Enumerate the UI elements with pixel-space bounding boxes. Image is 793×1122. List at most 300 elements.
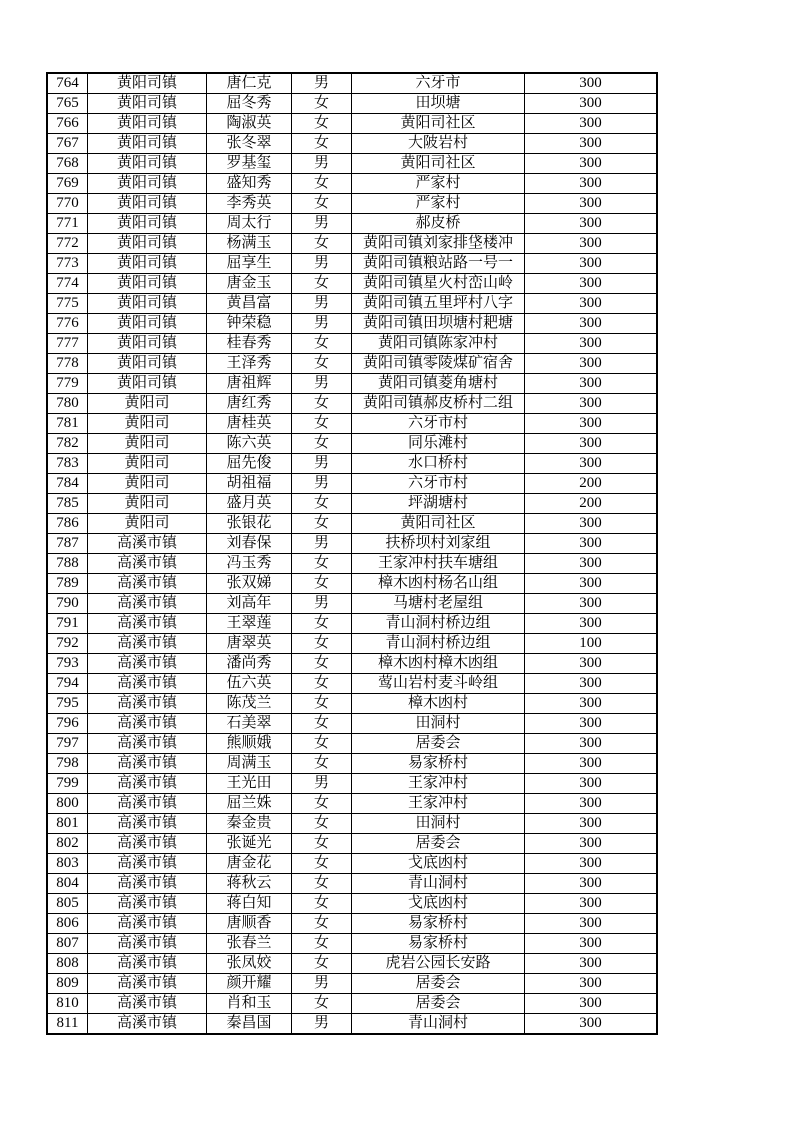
- cell-amount: 300: [525, 734, 658, 754]
- cell-amount: 300: [525, 234, 658, 254]
- cell-person-name: 陈茂兰: [207, 694, 292, 714]
- cell-person-name: 陶淑英: [207, 114, 292, 134]
- cell-town: 高溪市镇: [88, 774, 207, 794]
- cell-gender: 女: [292, 394, 352, 414]
- cell-address: 黄阳司社区: [352, 154, 525, 174]
- cell-town: 高溪市镇: [88, 554, 207, 574]
- cell-person-name: 盛知秀: [207, 174, 292, 194]
- cell-person-name: 张双娣: [207, 574, 292, 594]
- cell-row-number: 785: [47, 494, 88, 514]
- cell-row-number: 780: [47, 394, 88, 414]
- cell-amount: 300: [525, 654, 658, 674]
- cell-gender: 女: [292, 494, 352, 514]
- cell-person-name: 蒋秋云: [207, 874, 292, 894]
- cell-row-number: 804: [47, 874, 88, 894]
- cell-amount: 300: [525, 814, 658, 834]
- cell-amount: 300: [525, 994, 658, 1014]
- cell-address: 居委会: [352, 994, 525, 1014]
- cell-gender: 女: [292, 834, 352, 854]
- table-row: [47, 974, 657, 994]
- cell-address: 易家桥村: [352, 914, 525, 934]
- cell-person-name: 唐金花: [207, 854, 292, 874]
- cell-gender: 男: [292, 294, 352, 314]
- cell-town: 黄阳司镇: [88, 134, 207, 154]
- cell-row-number: 786: [47, 514, 88, 534]
- cell-person-name: 张银花: [207, 514, 292, 534]
- cell-gender: 女: [292, 814, 352, 834]
- cell-town: 黄阳司: [88, 394, 207, 414]
- cell-gender: 男: [292, 73, 352, 94]
- table-row: [47, 154, 657, 174]
- cell-town: 高溪市镇: [88, 614, 207, 634]
- cell-address: 同乐滩村: [352, 434, 525, 454]
- cell-row-number: 799: [47, 774, 88, 794]
- cell-person-name: 唐祖辉: [207, 374, 292, 394]
- cell-gender: 女: [292, 854, 352, 874]
- cell-town: 黄阳司: [88, 474, 207, 494]
- cell-town: 黄阳司镇: [88, 254, 207, 274]
- cell-gender: 女: [292, 234, 352, 254]
- cell-gender: 女: [292, 754, 352, 774]
- table-row: [47, 454, 657, 474]
- cell-amount: 300: [525, 614, 658, 634]
- cell-person-name: 张冬翠: [207, 134, 292, 154]
- cell-gender: 女: [292, 694, 352, 714]
- cell-person-name: 李秀英: [207, 194, 292, 214]
- table-row: [47, 334, 657, 354]
- cell-town: 黄阳司: [88, 494, 207, 514]
- cell-town: 黄阳司镇: [88, 214, 207, 234]
- cell-address: 戈底凼村: [352, 894, 525, 914]
- cell-row-number: 795: [47, 694, 88, 714]
- table-row: [47, 134, 657, 154]
- cell-person-name: 冯玉秀: [207, 554, 292, 574]
- cell-town: 高溪市镇: [88, 754, 207, 774]
- cell-address: 樟木凼村樟木凼组: [352, 654, 525, 674]
- cell-amount: 300: [525, 94, 658, 114]
- cell-amount: 300: [525, 154, 658, 174]
- cell-address: 大陂岩村: [352, 134, 525, 154]
- cell-row-number: 797: [47, 734, 88, 754]
- cell-address: 郝皮桥: [352, 214, 525, 234]
- cell-amount: 300: [525, 174, 658, 194]
- cell-gender: 女: [292, 334, 352, 354]
- cell-address: 严家村: [352, 174, 525, 194]
- cell-address: 居委会: [352, 974, 525, 994]
- cell-town: 高溪市镇: [88, 914, 207, 934]
- cell-address: 黄阳司镇陈家冲村: [352, 334, 525, 354]
- cell-row-number: 792: [47, 634, 88, 654]
- cell-row-number: 774: [47, 274, 88, 294]
- cell-row-number: 811: [47, 1014, 88, 1035]
- cell-gender: 女: [292, 654, 352, 674]
- cell-amount: 300: [525, 114, 658, 134]
- cell-gender: 女: [292, 934, 352, 954]
- cell-address: 田洞村: [352, 714, 525, 734]
- cell-gender: 男: [292, 594, 352, 614]
- cell-town: 黄阳司镇: [88, 194, 207, 214]
- table-row: [47, 374, 657, 394]
- cell-person-name: 屈先俊: [207, 454, 292, 474]
- cell-row-number: 788: [47, 554, 88, 574]
- cell-row-number: 781: [47, 414, 88, 434]
- cell-person-name: 唐翠英: [207, 634, 292, 654]
- table-row: [47, 414, 657, 434]
- cell-gender: 男: [292, 454, 352, 474]
- table-row: [47, 274, 657, 294]
- cell-town: 高溪市镇: [88, 954, 207, 974]
- cell-address: 黄阳司社区: [352, 114, 525, 134]
- cell-amount: 300: [525, 73, 658, 94]
- records-table: [46, 72, 658, 1035]
- cell-gender: 女: [292, 714, 352, 734]
- cell-address: 黄阳司镇郝皮桥村二组: [352, 394, 525, 414]
- cell-row-number: 791: [47, 614, 88, 634]
- table-row: [47, 954, 657, 974]
- cell-town: 黄阳司镇: [88, 294, 207, 314]
- table-row: [47, 914, 657, 934]
- cell-person-name: 蒋白知: [207, 894, 292, 914]
- cell-town: 高溪市镇: [88, 694, 207, 714]
- cell-amount: 300: [525, 874, 658, 894]
- cell-person-name: 唐金玉: [207, 274, 292, 294]
- cell-row-number: 770: [47, 194, 88, 214]
- cell-town: 黄阳司镇: [88, 234, 207, 254]
- cell-person-name: 伍六英: [207, 674, 292, 694]
- cell-person-name: 刘高年: [207, 594, 292, 614]
- cell-town: 黄阳司镇: [88, 274, 207, 294]
- cell-person-name: 张春兰: [207, 934, 292, 954]
- cell-amount: 300: [525, 594, 658, 614]
- cell-address: 黄阳司社区: [352, 514, 525, 534]
- table-row: [47, 234, 657, 254]
- cell-town: 高溪市镇: [88, 814, 207, 834]
- cell-town: 黄阳司镇: [88, 94, 207, 114]
- cell-amount: 300: [525, 914, 658, 934]
- cell-gender: 男: [292, 1014, 352, 1035]
- cell-address: 黄阳司镇刘家排垡楼冲: [352, 234, 525, 254]
- cell-row-number: 789: [47, 574, 88, 594]
- cell-town: 高溪市镇: [88, 594, 207, 614]
- table-row: [47, 254, 657, 274]
- cell-row-number: 773: [47, 254, 88, 274]
- cell-person-name: 盛月英: [207, 494, 292, 514]
- cell-town: 高溪市镇: [88, 714, 207, 734]
- cell-gender: 女: [292, 914, 352, 934]
- cell-town: 高溪市镇: [88, 574, 207, 594]
- cell-amount: 300: [525, 454, 658, 474]
- cell-town: 黄阳司: [88, 454, 207, 474]
- cell-town: 黄阳司镇: [88, 154, 207, 174]
- cell-town: 黄阳司镇: [88, 334, 207, 354]
- cell-address: 青山洞村桥边组: [352, 634, 525, 654]
- cell-address: 王家冲村: [352, 774, 525, 794]
- cell-address: 黄阳司镇五里坪村八字: [352, 294, 525, 314]
- cell-address: 六牙市村: [352, 474, 525, 494]
- cell-address: 青山洞村: [352, 1014, 525, 1035]
- table-row: [47, 594, 657, 614]
- table-row: [47, 114, 657, 134]
- cell-address: 王家冲村扶车塘组: [352, 554, 525, 574]
- cell-gender: 女: [292, 874, 352, 894]
- cell-person-name: 胡祖福: [207, 474, 292, 494]
- cell-gender: 女: [292, 634, 352, 654]
- cell-person-name: 唐红秀: [207, 394, 292, 414]
- table-row: [47, 94, 657, 114]
- cell-gender: 男: [292, 154, 352, 174]
- cell-amount: 300: [525, 794, 658, 814]
- cell-address: 黄阳司镇星火村峦山岭: [352, 274, 525, 294]
- cell-address: 樟木凼村: [352, 694, 525, 714]
- cell-town: 高溪市镇: [88, 974, 207, 994]
- cell-address: 居委会: [352, 734, 525, 754]
- cell-amount: 300: [525, 574, 658, 594]
- cell-amount: 300: [525, 414, 658, 434]
- cell-address: 严家村: [352, 194, 525, 214]
- cell-address: 戈底凼村: [352, 854, 525, 874]
- cell-row-number: 783: [47, 454, 88, 474]
- cell-person-name: 秦金贵: [207, 814, 292, 834]
- cell-address: 黄阳司镇零陵煤矿宿舍: [352, 354, 525, 374]
- cell-row-number: 778: [47, 354, 88, 374]
- cell-amount: 300: [525, 434, 658, 454]
- cell-row-number: 807: [47, 934, 88, 954]
- cell-town: 高溪市镇: [88, 834, 207, 854]
- cell-town: 高溪市镇: [88, 994, 207, 1014]
- table-row: [47, 434, 657, 454]
- cell-amount: 300: [525, 674, 658, 694]
- cell-town: 高溪市镇: [88, 794, 207, 814]
- cell-gender: 女: [292, 954, 352, 974]
- cell-row-number: 782: [47, 434, 88, 454]
- cell-gender: 女: [292, 514, 352, 534]
- cell-gender: 女: [292, 274, 352, 294]
- cell-town: 高溪市镇: [88, 734, 207, 754]
- cell-amount: 300: [525, 534, 658, 554]
- cell-address: 田洞村: [352, 814, 525, 834]
- cell-amount: 300: [525, 314, 658, 334]
- cell-town: 黄阳司镇: [88, 314, 207, 334]
- cell-address: 六牙市村: [352, 414, 525, 434]
- cell-amount: 300: [525, 954, 658, 974]
- cell-amount: 300: [525, 374, 658, 394]
- cell-town: 黄阳司: [88, 514, 207, 534]
- table-row: [47, 794, 657, 814]
- table-row: [47, 694, 657, 714]
- cell-town: 高溪市镇: [88, 1014, 207, 1035]
- table-row: [47, 73, 657, 94]
- table-row: [47, 474, 657, 494]
- table-row: [47, 734, 657, 754]
- table-row: [47, 774, 657, 794]
- cell-town: 黄阳司镇: [88, 174, 207, 194]
- cell-person-name: 唐顺香: [207, 914, 292, 934]
- table-row: [47, 634, 657, 654]
- cell-town: 黄阳司镇: [88, 354, 207, 374]
- table-row: [47, 494, 657, 514]
- cell-amount: 300: [525, 754, 658, 774]
- cell-town: 黄阳司镇: [88, 374, 207, 394]
- cell-amount: 300: [525, 214, 658, 234]
- cell-row-number: 790: [47, 594, 88, 614]
- table-row: [47, 934, 657, 954]
- table-row: [47, 214, 657, 234]
- cell-gender: 男: [292, 214, 352, 234]
- table-row: [47, 534, 657, 554]
- cell-address: 青山洞村桥边组: [352, 614, 525, 634]
- table-row: [47, 194, 657, 214]
- cell-town: 黄阳司: [88, 414, 207, 434]
- cell-address: 易家桥村: [352, 754, 525, 774]
- cell-gender: 女: [292, 194, 352, 214]
- table-row: [47, 174, 657, 194]
- cell-person-name: 刘春保: [207, 534, 292, 554]
- cell-person-name: 桂春秀: [207, 334, 292, 354]
- cell-town: 高溪市镇: [88, 674, 207, 694]
- cell-row-number: 810: [47, 994, 88, 1014]
- cell-amount: 300: [525, 714, 658, 734]
- records-table-body: [47, 73, 657, 1034]
- cell-person-name: 王泽秀: [207, 354, 292, 374]
- cell-person-name: 杨满玉: [207, 234, 292, 254]
- cell-town: 高溪市镇: [88, 654, 207, 674]
- cell-address: 青山洞村: [352, 874, 525, 894]
- cell-address: 黄阳司镇田坝塘村耙塘: [352, 314, 525, 334]
- cell-amount: 300: [525, 934, 658, 954]
- cell-gender: 男: [292, 474, 352, 494]
- cell-address: 坪湖塘村: [352, 494, 525, 514]
- cell-row-number: 803: [47, 854, 88, 874]
- cell-person-name: 钟荣稳: [207, 314, 292, 334]
- cell-person-name: 唐仁克: [207, 73, 292, 94]
- table-row: [47, 874, 657, 894]
- cell-person-name: 周太行: [207, 214, 292, 234]
- cell-town: 高溪市镇: [88, 854, 207, 874]
- cell-amount: 300: [525, 834, 658, 854]
- cell-row-number: 801: [47, 814, 88, 834]
- cell-person-name: 屈兰姝: [207, 794, 292, 814]
- cell-row-number: 806: [47, 914, 88, 934]
- cell-row-number: 794: [47, 674, 88, 694]
- cell-row-number: 766: [47, 114, 88, 134]
- cell-address: 莺山岩村麦斗岭组: [352, 674, 525, 694]
- cell-town: 高溪市镇: [88, 934, 207, 954]
- cell-row-number: 787: [47, 534, 88, 554]
- cell-amount: 300: [525, 394, 658, 414]
- cell-row-number: 796: [47, 714, 88, 734]
- cell-amount: 300: [525, 334, 658, 354]
- table-row: [47, 674, 657, 694]
- cell-gender: 女: [292, 614, 352, 634]
- cell-town: 黄阳司镇: [88, 73, 207, 94]
- cell-gender: 女: [292, 574, 352, 594]
- cell-row-number: 805: [47, 894, 88, 914]
- cell-row-number: 800: [47, 794, 88, 814]
- cell-gender: 男: [292, 974, 352, 994]
- cell-row-number: 772: [47, 234, 88, 254]
- cell-person-name: 张凤姣: [207, 954, 292, 974]
- table-row: [47, 614, 657, 634]
- table-row: [47, 834, 657, 854]
- cell-row-number: 777: [47, 334, 88, 354]
- cell-row-number: 784: [47, 474, 88, 494]
- cell-row-number: 768: [47, 154, 88, 174]
- cell-address: 田坝塘: [352, 94, 525, 114]
- table-row: [47, 994, 657, 1014]
- cell-address: 居委会: [352, 834, 525, 854]
- cell-gender: 女: [292, 114, 352, 134]
- table-row: [47, 854, 657, 874]
- cell-row-number: 764: [47, 73, 88, 94]
- cell-amount: 300: [525, 274, 658, 294]
- table-row: [47, 554, 657, 574]
- table-row: [47, 314, 657, 334]
- cell-person-name: 屈冬秀: [207, 94, 292, 114]
- cell-amount: 200: [525, 474, 658, 494]
- cell-person-name: 唐桂英: [207, 414, 292, 434]
- cell-amount: 300: [525, 294, 658, 314]
- table-row: [47, 514, 657, 534]
- cell-row-number: 765: [47, 94, 88, 114]
- cell-address: 虎岩公园长安路: [352, 954, 525, 974]
- cell-town: 高溪市镇: [88, 634, 207, 654]
- cell-amount: 300: [525, 554, 658, 574]
- cell-town: 高溪市镇: [88, 534, 207, 554]
- cell-address: 马塘村老屋组: [352, 594, 525, 614]
- cell-address: 水口桥村: [352, 454, 525, 474]
- table-row: [47, 574, 657, 594]
- cell-amount: 300: [525, 254, 658, 274]
- cell-gender: 男: [292, 314, 352, 334]
- cell-amount: 100: [525, 634, 658, 654]
- table-row: [47, 894, 657, 914]
- cell-row-number: 798: [47, 754, 88, 774]
- table-row: [47, 814, 657, 834]
- cell-town: 黄阳司镇: [88, 114, 207, 134]
- cell-gender: 女: [292, 94, 352, 114]
- cell-row-number: 769: [47, 174, 88, 194]
- cell-person-name: 肖和玉: [207, 994, 292, 1014]
- cell-person-name: 王翠莲: [207, 614, 292, 634]
- cell-amount: 300: [525, 1014, 658, 1035]
- cell-amount: 300: [525, 354, 658, 374]
- cell-town: 高溪市镇: [88, 874, 207, 894]
- cell-town: 高溪市镇: [88, 894, 207, 914]
- cell-person-name: 黄昌富: [207, 294, 292, 314]
- cell-person-name: 潘尚秀: [207, 654, 292, 674]
- cell-address: 樟木凼村杨名山组: [352, 574, 525, 594]
- cell-gender: 女: [292, 414, 352, 434]
- cell-row-number: 808: [47, 954, 88, 974]
- cell-address: 易家桥村: [352, 934, 525, 954]
- cell-person-name: 王光田: [207, 774, 292, 794]
- cell-amount: 300: [525, 514, 658, 534]
- cell-row-number: 767: [47, 134, 88, 154]
- cell-gender: 女: [292, 794, 352, 814]
- cell-gender: 女: [292, 354, 352, 374]
- cell-town: 黄阳司: [88, 434, 207, 454]
- cell-gender: 女: [292, 134, 352, 154]
- cell-address: 王家冲村: [352, 794, 525, 814]
- cell-gender: 男: [292, 534, 352, 554]
- cell-amount: 300: [525, 774, 658, 794]
- cell-gender: 男: [292, 774, 352, 794]
- cell-gender: 女: [292, 674, 352, 694]
- cell-row-number: 793: [47, 654, 88, 674]
- cell-row-number: 809: [47, 974, 88, 994]
- cell-amount: 300: [525, 194, 658, 214]
- cell-row-number: 776: [47, 314, 88, 334]
